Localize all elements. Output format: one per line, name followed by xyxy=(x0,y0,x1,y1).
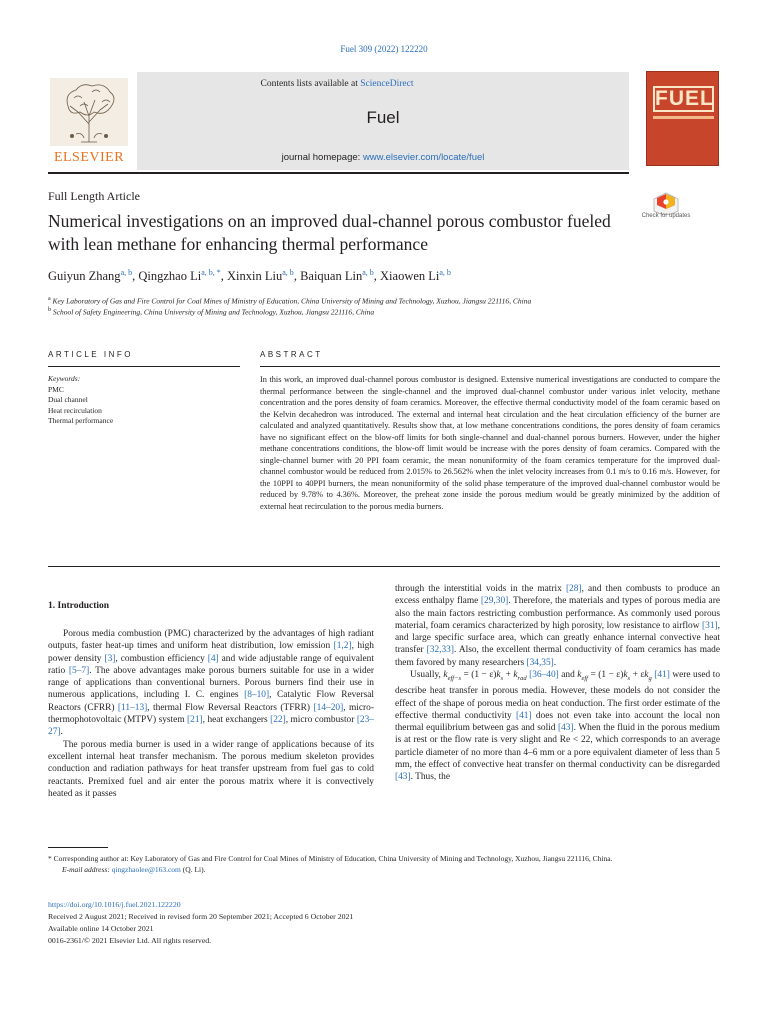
cover-title: FUEL xyxy=(655,87,714,110)
citation-link[interactable]: [43] xyxy=(558,723,574,734)
body-paragraph xyxy=(48,628,374,739)
text-run: , combustion efficiency xyxy=(115,653,208,664)
author-name[interactable]: Qingzhao Li xyxy=(138,269,202,284)
body-column-right xyxy=(395,583,720,784)
keywords-block xyxy=(48,374,238,427)
check-for-updates-icon[interactable] xyxy=(648,190,684,230)
contents-prefix: Contents lists available at xyxy=(260,79,361,89)
author-separator: , xyxy=(373,269,381,284)
affiliation-a xyxy=(48,296,728,306)
citation-link[interactable]: [43] xyxy=(395,772,411,783)
citation-link[interactable]: [32,33] xyxy=(426,645,454,656)
keyword: Heat recirculation xyxy=(48,405,102,415)
author-affiliation-marker[interactable]: a, b xyxy=(120,268,133,277)
text-run: . Also, the excellent thermal conductivity of foam ceramics has made them favored by many researchers xyxy=(395,645,720,668)
text-run: and wide adjustable range of equivalent ratio xyxy=(48,653,374,676)
received-dates: Received 2 August 2021; Received in revised form 20 September 2021; Accepted 6 October 2021 xyxy=(48,912,354,921)
body-column-left xyxy=(48,628,374,800)
abstract-text: In this work, an improved dual-channel porous combustor is designed. Extensive numerical investigations are conducted to compare the thermal performance between the single-channel and the improved dual-channel combustor under various inlet velocity, methane concentration and the pores density of foam ceramics. Moreover, the effective thermal conductivity model of the foam ceramic based on the Kelvin decahedron was introduced. The external and internal heat circulation and the heat circulation efficiency of the burner are calculated and analyzed quantitatively. Results show that, at low methane concentrations conditions, the pores density of foam ceramics have no significant effect on the blow-off limits for both single-channel and dual-channel porous burners. However, under the higher methane concentrations conditions, the blow-off limit would be increase with the pores density of foam ceramics. Compared with the single-channel burner with 20 PPI foam ceramic, the mean nonuniformity of the foam ceramics temperature for the improved dual-channel combustor would be reduced from 2.015% to 26.562% when the inlet velocity increases from 0.1 m/s to 0.16 m/s. However, for the 10PPI to 40PPI burners, the mean nonuniformity of the solid phase temperature of the improved dual-channel combustor would be reduced by 9.78% to 4.36%. Moreover, the preheat zone inside the porous medium would be greatly minimized by the addition of external heat recirculation to the porous media burners. xyxy=(260,375,720,512)
journal-cover-thumbnail[interactable] xyxy=(646,71,719,166)
text-run: k xyxy=(443,670,448,681)
text-run: eff xyxy=(581,674,588,682)
citation-link[interactable]: [5–7] xyxy=(68,665,90,676)
author-affiliation-marker[interactable]: a, b xyxy=(282,268,294,277)
email-link[interactable]: qingzhaolee@163.com xyxy=(111,865,181,874)
citation-link[interactable]: [41] xyxy=(515,710,532,721)
text-run: rad xyxy=(517,674,527,682)
author-separator: , xyxy=(220,269,228,284)
contents-line xyxy=(137,79,537,89)
journal-name: Fuel xyxy=(366,108,400,127)
citation-link[interactable]: [36–40] xyxy=(529,670,559,681)
sciencedirect-link[interactable]: ScienceDirect xyxy=(360,79,414,89)
text-run: k xyxy=(644,670,649,681)
citation-link[interactable]: [29,30] xyxy=(480,596,509,607)
journal-reference[interactable]: Fuel 309 (2022) 122220 xyxy=(340,44,428,54)
email-line xyxy=(48,864,720,875)
elsevier-wordmark: ELSEVIER xyxy=(53,150,125,165)
text-run: , micro-thermophotovoltaic (MTPV) system xyxy=(48,702,374,726)
author-name[interactable]: Xinxin Liu xyxy=(227,269,283,284)
text-run: through the interstitial voids in the matrix xyxy=(395,584,566,594)
body-paragraph xyxy=(395,669,720,784)
text-run: + ε xyxy=(630,670,645,681)
text-run: k xyxy=(577,670,582,681)
text-run: k xyxy=(623,670,628,681)
author-name[interactable]: Guiyun Zhang xyxy=(48,269,121,284)
body-paragraph xyxy=(395,583,720,669)
author-separator: , xyxy=(293,269,301,284)
author-separator: , xyxy=(132,269,139,284)
affiliation-text: School of Safety Engineering, China University of Mining and Technology, Xuzhou, Jiangsu 221116, China xyxy=(52,307,375,317)
keyword: PMC xyxy=(48,384,64,394)
citation-link[interactable]: [41] xyxy=(654,670,670,681)
journal-homepage-line xyxy=(137,152,629,163)
text-run: , micro combustor xyxy=(285,715,357,726)
text-run: . Thus, the xyxy=(410,772,451,783)
abstract-bottom-divider xyxy=(48,566,720,567)
author-affiliation-marker[interactable]: a, b, * xyxy=(201,268,221,277)
text-run: . xyxy=(553,657,557,668)
citation-link[interactable]: [21] xyxy=(187,715,203,726)
citation-link[interactable]: [28] xyxy=(565,584,582,594)
text-run: + xyxy=(503,670,514,681)
article-title: Numerical investigations on an improved dual-channel porous combustor fueled with lean methane for enhancing thermal performance xyxy=(48,211,611,254)
body-paragraph xyxy=(48,739,374,800)
author-list xyxy=(48,268,451,284)
text-run: , heat exchangers xyxy=(202,715,271,726)
text-run: Usually, xyxy=(410,670,444,681)
citation-link[interactable]: [34,35] xyxy=(526,657,554,668)
check-for-updates-label[interactable]: Check for updates xyxy=(641,213,691,219)
abstract-divider xyxy=(260,366,720,367)
text-run: s xyxy=(627,674,631,682)
citation-link[interactable]: [23–27] xyxy=(48,715,374,738)
text-run: , and then combusts to produce an excess enthalpy flame xyxy=(395,584,720,607)
cover-strip xyxy=(653,116,714,119)
affiliation-text: Key Laboratory of Gas and Fire Control for Coal Mines of Ministry of Education, China University of Mining and Technology, Xuzhou, Jiangsu 221116, China xyxy=(52,296,532,306)
journal-homepage-link[interactable]: www.elsevier.com/locate/fuel xyxy=(362,152,485,163)
citation-link[interactable]: [8–10] xyxy=(244,690,270,701)
keyword: Dual channel xyxy=(48,395,88,404)
article-info-heading: ARTICLE INFO xyxy=(48,350,133,359)
doi-link[interactable]: https://doi.org/10.1016/j.fuel.2021.122220 xyxy=(48,900,181,909)
affiliation-key: a xyxy=(48,296,51,302)
text-run: . When the fluid in the porous medium is at rest or the flow rate is very slight and Re < 22, which corresponds to an average particle diameter of no more than 4–6 mm or a pore equivalent diameter of less than 5 mm, the effect of convective heat transfer on thermal conductivity can be disregarded xyxy=(395,723,720,771)
homepage-prefix: journal homepage: xyxy=(281,152,363,163)
text-run: eff−s xyxy=(447,674,461,682)
citation-link[interactable]: [31] xyxy=(702,620,718,631)
text-run: The porous media burner is used in a wider range of applications because of its excellent internal heat transfer mechanism. The porous medium skeleton provides conduction and radiation pathways for heat transfer upstream from fuel gas to cold reactants. Premixed fuel and air enter the porous matrix where it is convectively heated as it passes xyxy=(48,739,374,799)
text-run: k xyxy=(496,670,501,681)
text-run: . xyxy=(60,727,63,738)
author-affiliation-marker[interactable]: a, b xyxy=(439,268,451,277)
corresponding-author-note: * Corresponding author at: Key Laboratory of Gas and Fire Control for Coal Mines of Ministry of Education, China University of Mining and Technology, Xuzhou, Jiangsu 221116, China. xyxy=(48,854,613,863)
text-run: does not even take into account the local non thermal equilibrium between gas and solid xyxy=(395,710,720,734)
text-run: Porous media combustion (PMC) characterized by the advantages of high radiant outputs, faster heat-up times and uniform heat distribution, low emission xyxy=(48,629,374,652)
text-run: . The above advantages make porous burners suitable for use in a wider range of applications than conventional burners. Porous burners find their use in numerous applications, including I. C. engines xyxy=(48,665,374,701)
affiliation-key: b xyxy=(48,307,51,313)
section-heading-introduction: 1. Introduction xyxy=(48,601,110,611)
citation-link[interactable]: [11–13] xyxy=(117,702,148,713)
author-name[interactable]: Xiaowen Li xyxy=(380,269,440,284)
text-run: , thermal Flow Reversal Reactors (TFRR) xyxy=(147,702,314,713)
footnote-divider xyxy=(48,847,108,848)
article-type: Full Length Article xyxy=(48,189,140,203)
email-suffix: (Q. Li). xyxy=(180,865,206,874)
text-run: , high power density xyxy=(48,641,374,664)
keyword: Thermal performance xyxy=(48,416,114,425)
online-date: Available online 14 October 2021 xyxy=(48,924,154,933)
text-run: , and large specific surface area, which can greatly enhance internal convective heat transfer xyxy=(395,620,720,656)
text-run: were used to describe heat transfer in porous media. However, these models do not consider the effect of the shape of porous media on heat conduction. The first order estimate of the effective thermal conductivity xyxy=(395,670,721,721)
citation-link[interactable]: [4] xyxy=(207,653,219,664)
text-run: k xyxy=(513,670,518,681)
citation-link[interactable]: [1,2] xyxy=(333,641,352,652)
author-affiliation-marker[interactable]: a, b xyxy=(362,268,374,277)
email-label: E-mail address: xyxy=(62,865,112,874)
citation-link[interactable]: [22] xyxy=(270,715,286,726)
keywords-label: Keywords: xyxy=(48,374,81,383)
article-info-divider xyxy=(48,366,240,367)
text-run: s xyxy=(500,674,504,682)
text-run: = (1 − ε) xyxy=(587,670,624,681)
text-run: g xyxy=(648,674,652,682)
corresponding-author-footnote xyxy=(48,853,720,875)
abstract-heading: ABSTRACT xyxy=(260,350,323,359)
affiliation-b xyxy=(48,307,728,317)
author-name[interactable]: Baiquan Lin xyxy=(300,269,363,284)
citation-link[interactable]: [3] xyxy=(104,653,116,664)
issn-copyright: 0016-2361/© 2021 Elsevier Ltd. All rights reserved. xyxy=(48,936,212,945)
text-run: . Therefore, the materials and types of porous media are also the main factors restricting combustion performance. As commonly used porous material, foam ceramics characterized by high porosity, low resistance to airflow xyxy=(395,596,721,631)
text-run: and xyxy=(558,670,578,681)
text-run: = (1 − ε) xyxy=(460,670,497,681)
citation-link[interactable]: [14–20] xyxy=(313,702,344,713)
text-run: , Catalytic Flow Reversal Reactors (CFRR) xyxy=(48,690,375,713)
